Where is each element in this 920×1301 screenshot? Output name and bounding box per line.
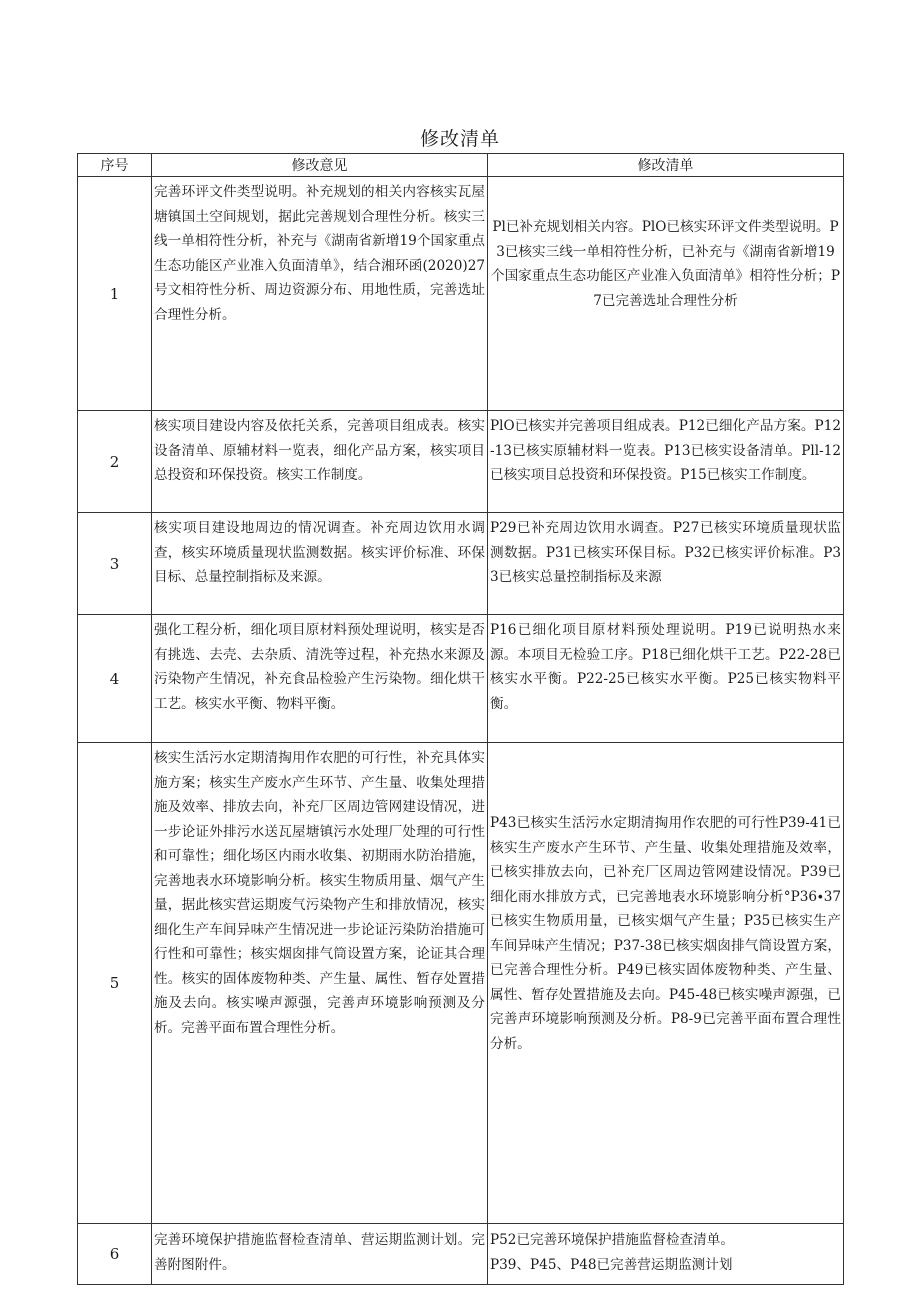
row-number: 3 <box>78 513 152 615</box>
table-row <box>78 513 844 615</box>
header-revision: 修改清单 <box>488 154 844 177</box>
header-opinion: 修改意见 <box>152 154 488 177</box>
row-number: 2 <box>78 411 152 513</box>
revision-cell: Pl已补充规划相关内容。PlO已核实环评文件类型说明。P3已核实三线一单相符性分析，已补充与《湖南省新增19个国家重点生态功能区产业准入负面清单》相符性分析；P7已完善选址合理性分析 <box>488 177 844 411</box>
row-number: 4 <box>78 615 152 743</box>
revision-line: P52已完善环境保护措施监督检查清单。 <box>490 1232 734 1248</box>
table-row <box>78 1224 844 1285</box>
table-header-row <box>78 154 844 177</box>
revision-cell <box>488 1224 844 1285</box>
opinion-cell: 核实项目建设内容及依托关系，完善项目组成表。核实设备清单、原辅材料一览表，细化产品方案，核实项目总投资和环保投资。核实工作制度。 <box>152 411 488 513</box>
opinion-cell: 完善环评文件类型说明。补充规划的相关内容核实瓦屋塘镇国土空间规划，据此完善规划合理性分析。核实三线一单相符性分析，补充与《湖南省新增19个国家重点生态功能区产业准入负面清单》，结合湘环函(2020)27号文相符性分析、周边资源分布、用地性质，完善选址合理性分析。 <box>152 177 488 411</box>
revision-cell: P29已补充周边饮用水调查。P27已核实环境质量现状监测数据。P31已核实环保目标。P32已核实评价标准。P33已核实总量控制指标及来源 <box>488 513 844 615</box>
table-row <box>78 177 844 411</box>
table-row <box>78 743 844 1224</box>
table-row <box>78 411 844 513</box>
revision-line: P39、P45、P48已完善营运期监测计划 <box>490 1256 733 1273</box>
row-number: 6 <box>78 1224 152 1285</box>
opinion-cell: 强化工程分析，细化项目原材料预处理说明，核实是否有挑选、去壳、去杂质、清洗等过程，补充热水来源及污染物产生情况，补充食品检验产生污染物。细化烘干工艺。核实水平衡、物料平衡。 <box>152 615 488 743</box>
row-number: 1 <box>78 177 152 411</box>
row-number: 5 <box>78 743 152 1224</box>
revision-table <box>77 153 844 1285</box>
opinion-cell: 核实生活污水定期清掏用作农肥的可行性，补充具体实施方案；核实生产废水产生环节、产生量、收集处理措施及效率、排放去向，补充厂区周边管网建设情况，进一步论证外排污水送瓦屋塘镇污水处理厂处理的可行性和可靠性；细化场区内雨水收集、初期雨水防治措施，完善地表水环境影响分析。核实生物质用量、烟气产生量，据此核实营运期废气污染物产生和排放情况，核实细化生产车间异味产生情况进一步论证污染防治措施可行性和可靠性；核实烟囱排气筒设置方案，论证其合理性。核实的固体废物种类、产生量、属性、暂存处置措施及去向。核实噪声源强，完善声环境影响预测及分析。完善平面布置合理性分析。 <box>152 743 488 1224</box>
revision-cell: PlO已核实并完善项目组成表。P12已细化产品方案。P12-13已核实原辅材料一览表。P13已核实设备清单。Pll-12已核实项目总投资和环保投资。P15已核实工作制度。 <box>488 411 844 513</box>
opinion-cell: 核实项目建设地周边的情况调查。补充周边饮用水调查，核实环境质量现状监测数据。核实评价标准、环保目标、总量控制指标及来源。 <box>152 513 488 615</box>
table-row <box>78 615 844 743</box>
opinion-cell: 完善环境保护措施监督检查清单、营运期监测计划。完善附图附件。 <box>152 1224 488 1285</box>
document-title: 修改清单 <box>419 128 500 150</box>
header-no: 序号 <box>78 154 152 177</box>
revision-cell: P43已核实生活污水定期清掏用作农肥的可行性P39-41已核实生产废水产生环节、产生量、收集处理措施及效率，已核实排放去向，已补充厂区周边管网建设情况。P39已细化雨水排放方式，已完善地表水环境影响分析°P36∙37已核实生物质用量，已核实烟气产生量；P35已核实生产车间异味产生情况；P37-38已核实烟囱排气筒设置方案，已完善合理性分析。P49已核实固体废物种类、产生量、属性、暂存处置措施及去向。P45-48已核实噪声源强，已完善声环境影响预测及分析。P8-9已完善平面布置合理性分析。 <box>488 743 844 1224</box>
revision-cell: P16已细化项目原材料预处理说明。P19已说明热水来源。本项目无检验工序。P18已细化烘干工艺。P22-28已核实水平衡。P22-25已核实水平衡。P25已核实物料平衡。 <box>488 615 844 743</box>
